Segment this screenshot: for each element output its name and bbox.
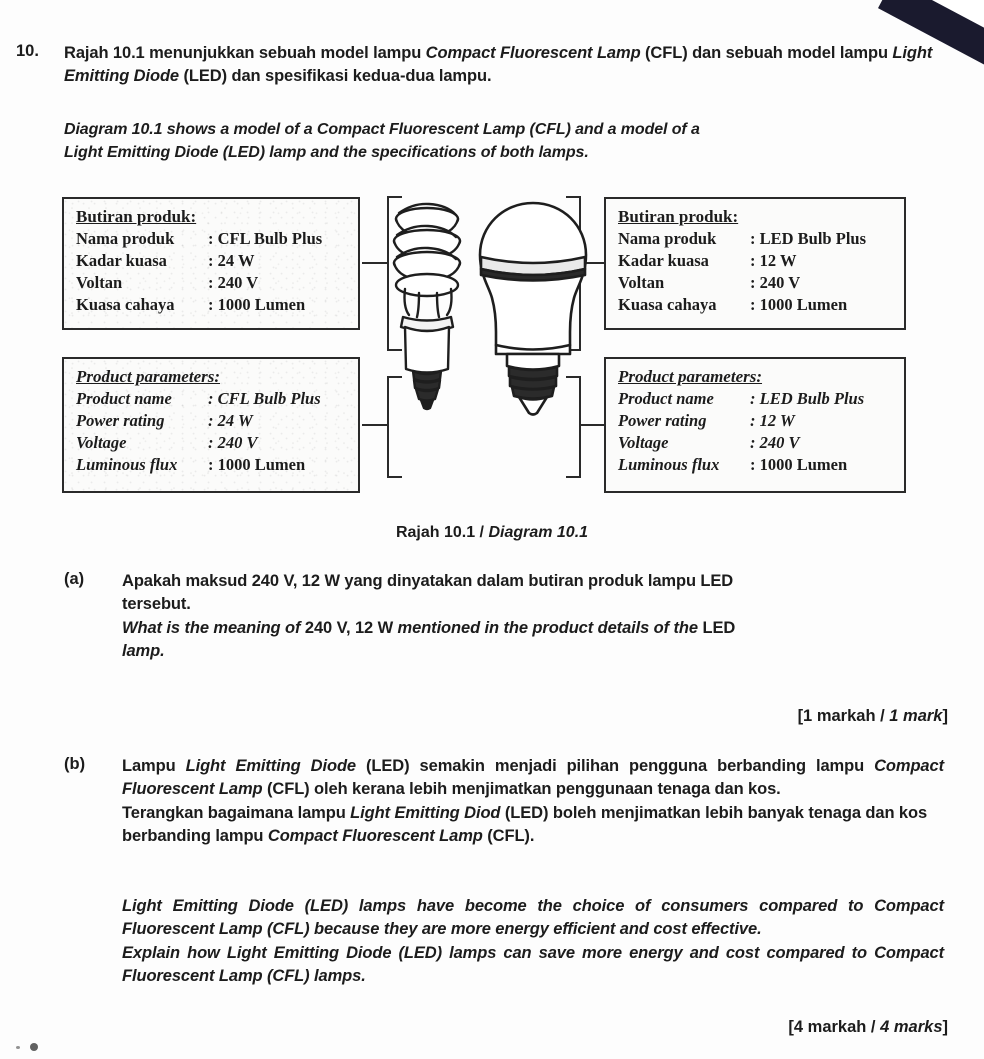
led-parameters-key-0: Product name (618, 389, 714, 408)
stem-english-line1: Diagram 10.1 shows a model of a Compact Fluorescent Lamp (CFL) and a model of a (64, 121, 700, 138)
cfl-parameters-key-1: Power rating (76, 410, 165, 430)
part-a-english-line1 (122, 617, 984, 640)
led-parameters-key-1: Power rating (618, 410, 707, 430)
cfl-parameters-key-3: Luminous flux (76, 454, 178, 474)
caption-malay: Rajah 10.1 / (395, 524, 489, 541)
cfl-parameters-value-0: : CFL Bulb Plus (208, 389, 321, 408)
diagram-caption (0, 524, 984, 542)
stem-malay-part1: Rajah 10.1 menunjukkan sebuah model lampu (64, 44, 426, 62)
led-parameters-value-1: : 12 W (750, 410, 795, 430)
scan-blot (16, 1046, 20, 1049)
cfl-details-key-2: Voltan (76, 272, 123, 292)
cfl-product-details-box (62, 197, 360, 330)
led-product-parameters-box (604, 357, 906, 493)
part-b-m2-em2: Compact Fluorescent Lamp (267, 827, 483, 846)
led-product-details-box (604, 197, 906, 330)
led-details-row (618, 294, 894, 316)
stem-malay-em2: Light Emitting Diode (64, 44, 933, 86)
cfl-details-row (76, 272, 348, 294)
led-details-row (618, 272, 894, 294)
part-b-malay-para2 (122, 802, 944, 849)
cfl-details-row (76, 294, 348, 316)
cfl-parameters-row (76, 432, 348, 454)
part-a-en-it2: mentioned in the product details of the (393, 618, 703, 637)
stem-malay-em1: Compact Fluorescent Lamp (425, 44, 641, 62)
part-b-m2-s3: (CFL). (482, 827, 535, 846)
part-b-marks-end: ] (942, 1018, 948, 1036)
part-b (64, 755, 944, 849)
part-a-marks-english: 1 mark (889, 707, 943, 725)
cfl-parameters-value-3: : 1000 Lumen (208, 454, 306, 474)
part-a-en-ro1: 240 V, 12 W (304, 618, 394, 637)
led-details-value-3: : 1000 Lumen (750, 294, 848, 314)
led-details-key-2: Voltan (618, 272, 665, 292)
part-b-m2-em1: Light Emitting Diod (350, 803, 501, 822)
part-a-en-ro2: LED (702, 618, 736, 637)
part-a-english-line2: lamp. (122, 642, 165, 661)
stem-malay-part2: (CFL) dan (640, 44, 722, 62)
cfl-parameters-key-0: Product name (76, 389, 172, 408)
cfl-details-row (76, 228, 348, 250)
cfl-details-key-1: Kadar kuasa (76, 250, 167, 270)
led-parameters-key-3: Luminous flux (618, 454, 720, 474)
led-details-key-3: Kuasa cahaya (618, 294, 717, 314)
led-parameters-row (618, 454, 894, 476)
cfl-details-key-3: Kuasa cahaya (76, 294, 175, 314)
part-a-malay-line1: Apakah maksud 240 V, 12 W yang dinyatakan dalam butiran produk lampu LED (122, 572, 734, 590)
cfl-parameters-row (76, 410, 348, 432)
cfl-details-value-0: : CFL Bulb Plus (208, 229, 323, 248)
led-details-key-1: Kadar kuasa (618, 250, 709, 270)
cfl-details-key-0: Nama produk (76, 229, 175, 248)
led-parameters-value-2: : 240 V (750, 432, 800, 452)
cfl-parameters-value-2: : 240 V (208, 432, 258, 452)
led-parameters-row (618, 432, 894, 454)
cfl-details-value-3: : 1000 Lumen (208, 294, 306, 314)
part-b-english-body (122, 895, 944, 989)
part-b-m2-s2: (LED) boleh menjimatkan lebih banyak tenaga dan kos berbanding lampu (122, 803, 928, 846)
stem-english-line2: Light Emitting Diode (LED) lamp and the specifications of both lamps. (64, 144, 589, 162)
part-b-m1-s1: Lampu (122, 757, 186, 775)
part-b-m1-s3: (CFL) oleh kerana lebih menjimatkan penggunaan tenaga dan kos. (262, 780, 781, 799)
cfl-parameters-value-1: : 24 W (208, 410, 253, 430)
cfl-parameters-key-2: Voltage (76, 432, 127, 452)
cfl-product-parameters-box (62, 357, 360, 493)
led-parameters-row (618, 410, 894, 432)
caption-english: Diagram 10.1 (488, 524, 589, 541)
cfl-parameters-row (76, 454, 348, 476)
part-a-malay-line2: tersebut. (122, 595, 191, 614)
led-parameters-value-0: : LED Bulb Plus (750, 389, 865, 408)
led-details-key-0: Nama produk (618, 229, 717, 248)
question-stem-english (64, 118, 944, 164)
led-details-row (618, 228, 894, 250)
part-b-m1-em1: Light Emitting Diode (185, 757, 356, 775)
led-parameters-key-2: Voltage (618, 432, 669, 452)
led-details-row (618, 250, 894, 272)
led-details-value-1: : 12 W (750, 250, 797, 270)
part-b-m2-s1: Terangkan bagaimana lampu (122, 803, 351, 822)
part-b-label: (b) (64, 755, 86, 773)
question-number: 10. (16, 42, 39, 60)
cfl-details-value-2: : 240 V (208, 272, 259, 292)
led-parameters-row (618, 388, 894, 410)
cfl-parameters-title: Product parameters: (76, 367, 221, 386)
part-a-marks-malay: [1 markah / (797, 707, 890, 725)
stem-malay-part4: (LED) dan spesifikasi kedua-dua lampu. (179, 67, 492, 86)
part-b-english-para2: Explain how Light Emitting Diode (LED) lamps can save more energy and cost compared to Compact Fluorescent Lamp (CFL) lamps. (122, 943, 944, 986)
part-a-marks (798, 707, 948, 726)
part-b-marks-malay: [4 markah / (788, 1018, 881, 1036)
part-b-m1-s2: (LED) semakin menjadi pilihan pengguna berbanding lampu (356, 757, 875, 775)
part-b-body (122, 755, 944, 849)
question-stem-malay (64, 42, 946, 89)
cfl-details-value-1: : 24 W (208, 250, 255, 270)
part-b-m1-em2: Compact Fluorescent Lamp (122, 757, 944, 799)
part-b-english (122, 895, 944, 989)
diagram-10-1 (0, 185, 984, 515)
cfl-parameters-row (76, 388, 348, 410)
cfl-details-row (76, 250, 348, 272)
part-b-marks-english: 4 marks (880, 1018, 943, 1036)
question-header (16, 42, 946, 89)
part-b-marks (788, 1018, 948, 1037)
led-parameters-title: Product parameters: (618, 367, 763, 386)
led-details-title: Butiran produk: (618, 207, 739, 226)
scan-blot (30, 1043, 38, 1051)
led-details-value-2: : 240 V (750, 272, 801, 292)
cfl-details-title: Butiran produk: (76, 207, 197, 226)
part-a-marks-end: ] (942, 707, 948, 725)
part-b-english-para1: Light Emitting Diode (LED) lamps have become the choice of consumers compared to Compact Fluorescent Lamp (CFL) because they are more energy efficient and cost effective. (122, 897, 944, 939)
stem-malay-part3: sebuah model lampu (725, 44, 893, 62)
cfl-spiral-bulb (394, 204, 460, 409)
part-a (64, 570, 984, 664)
bulb-illustrations (385, 197, 600, 497)
part-a-label: (a) (64, 570, 85, 588)
led-bulb (480, 203, 586, 415)
led-parameters-value-3: : 1000 Lumen (750, 454, 848, 474)
part-b-malay-para1 (122, 755, 944, 802)
part-a-body (122, 570, 984, 664)
led-details-value-0: : LED Bulb Plus (750, 229, 866, 248)
part-a-en-it1: What is the meaning of (122, 618, 305, 637)
